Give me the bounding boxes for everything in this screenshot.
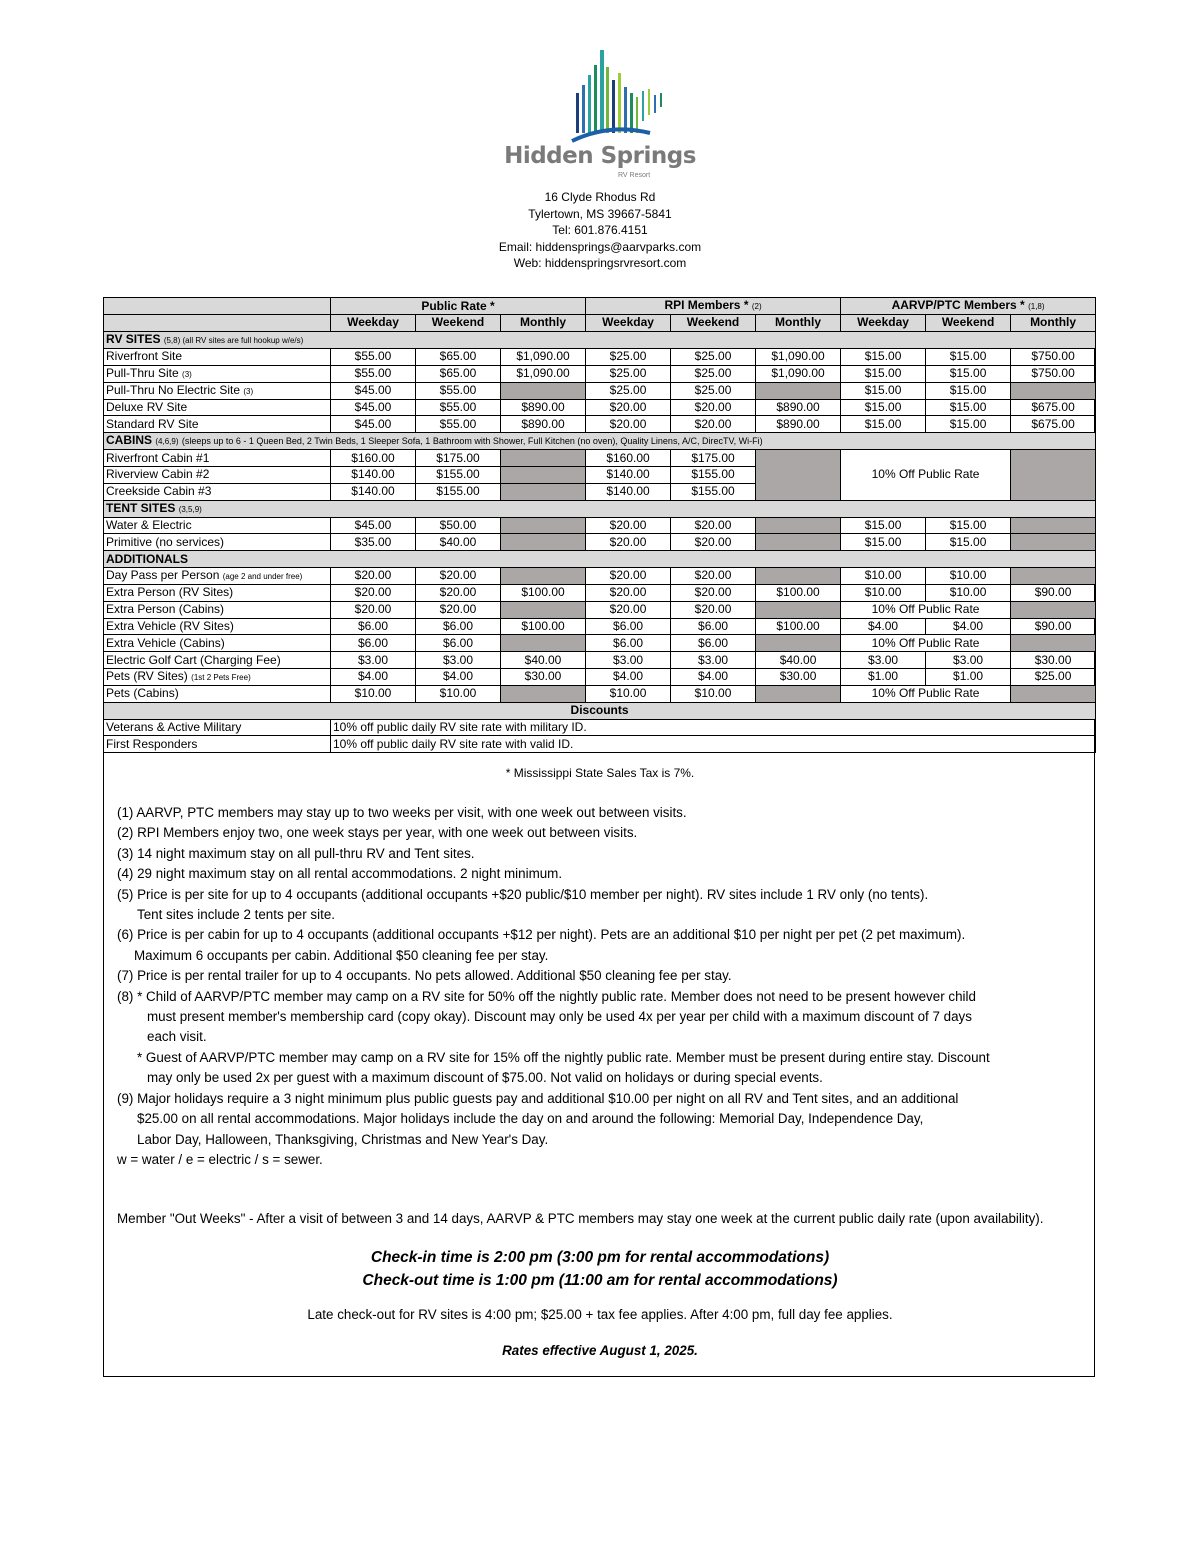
row-label: Primitive (no services) (104, 534, 331, 551)
footnote-line: must present member's membership card (copy okay). Discount may only be used 4x per year per child with a maximum discount of 7 days (147, 1009, 972, 1025)
rate-cell: $890.00 (756, 416, 841, 433)
rate-cell: $10.00 (416, 685, 501, 702)
rate-cell: $20.00 (586, 517, 671, 534)
rate-cell: $1,090.00 (756, 348, 841, 365)
rate-row (104, 601, 1096, 618)
discount-row: Veterans & Active Military 10% off public daily RV site rate with military ID. (104, 719, 1096, 736)
footnote-line: (5) Price is per site for up to 4 occupants (additional occupants +$20 public/$10 member per night). RV sites include 1 RV only (no tents). (117, 886, 929, 902)
address-line-1: 16 Clyde Rhodus Rd (544, 190, 656, 204)
group-public: Public Rate * (331, 298, 586, 315)
rate-cell: $35.00 (331, 534, 416, 551)
rate-cell: $25.00 (671, 365, 756, 382)
footnote-line: (3) 14 night maximum stay on all pull-thru RV and Tent sites. (117, 845, 475, 861)
rate-cell: $45.00 (331, 416, 416, 433)
footnote-line: each visit. (147, 1029, 207, 1045)
row-label: Extra Vehicle (RV Sites) (104, 618, 331, 635)
rate-cell: $100.00 (756, 584, 841, 601)
footnote-line: $25.00 on all rental accommodations. Major holidays include the day on and around the following: Memorial Day, Independence Day, (137, 1111, 924, 1127)
rate-cell: $55.00 (331, 348, 416, 365)
brand-name: Hidden Springs (504, 143, 696, 169)
row-label: Standard RV Site (104, 416, 331, 433)
rate-cell: $20.00 (416, 567, 501, 584)
checkin-checkout (0, 1246, 1200, 1292)
rate-cell (501, 382, 586, 399)
rate-cell: $175.00 (416, 450, 501, 467)
group-header-row (104, 298, 1096, 315)
rate-cell: $30.00 (1011, 652, 1096, 669)
rate-cell: $50.00 (416, 517, 501, 534)
rate-cell: $750.00 (1011, 348, 1096, 365)
rate-cell: $1,090.00 (756, 365, 841, 382)
rate-cell: $6.00 (416, 635, 501, 652)
category-cabins: CABINS (4,6,9) (sleeps up to 6 - 1 Queen Bed, 2 Twin Beds, 1 Sleeper Sofa, 1 Bathroom with Shower, Full Kitchen (no oven), Quality Linens, A/C, DirecTV, Wi-Fi) (104, 433, 1096, 450)
rate-cell: $90.00 (1011, 584, 1096, 601)
rate-row (104, 416, 1096, 433)
rate-cell: $20.00 (416, 601, 501, 618)
rate-cell: $4.00 (671, 668, 756, 685)
rate-cell: $15.00 (841, 365, 926, 382)
rate-cell: $140.00 (586, 483, 671, 500)
rate-cell: $15.00 (926, 534, 1011, 551)
rate-cell: $155.00 (416, 483, 501, 500)
footnote-line: Labor Day, Halloween, Thanksgiving, Christmas and New Year's Day. (137, 1131, 549, 1147)
row-label: Pull-Thru Site (3) (104, 365, 331, 382)
rates-table (103, 297, 1096, 753)
rate-cell: $20.00 (671, 601, 756, 618)
rate-row (104, 652, 1096, 669)
rate-cell: $40.00 (756, 652, 841, 669)
rate-cell: $25.00 (671, 348, 756, 365)
rate-cell: $1,090.00 (501, 348, 586, 365)
rate-cell (756, 382, 841, 399)
footnote-line: (7) Price is per rental trailer for up to 4 occupants. No pets allowed. Additional $50 cleaning fee per stay. (117, 968, 732, 984)
footnotes (117, 803, 1087, 1170)
rate-cell: $15.00 (841, 348, 926, 365)
rate-cell: $4.00 (416, 668, 501, 685)
rate-cell: $100.00 (756, 618, 841, 635)
late-checkout-note: Late check-out for RV sites is 4:00 pm; $25.00 + tax fee applies. After 4:00 pm, full day fee applies. (307, 1307, 893, 1322)
rate-cell: $890.00 (501, 399, 586, 416)
aarvp-rate-cell: 10% Off Public Rate (841, 635, 1011, 652)
rate-cell: $40.00 (501, 652, 586, 669)
rate-cell: $3.00 (416, 652, 501, 669)
rate-row (104, 348, 1096, 365)
rate-cell: $4.00 (841, 618, 926, 635)
row-label: Day Pass per Person (age 2 and under free) (104, 567, 331, 584)
row-label: Riverfront Site (104, 348, 331, 365)
rate-cell: $20.00 (586, 534, 671, 551)
rate-cell: $40.00 (416, 534, 501, 551)
footnote-line: may only be used 2x per guest with a maximum discount of $75.00. Not valid on holidays or during special events. (147, 1070, 823, 1086)
brand-sub: RV Resort (618, 172, 651, 179)
resort-logo (500, 45, 700, 185)
rate-cell: $65.00 (416, 365, 501, 382)
rate-cell: $3.00 (331, 652, 416, 669)
rate-cell: $55.00 (416, 416, 501, 433)
checkout-time: Check-out time is 1:00 pm (11:00 am for rental accommodations) (362, 1272, 838, 1289)
row-label: Electric Golf Cart (Charging Fee) (104, 652, 331, 669)
rate-cell: $65.00 (416, 348, 501, 365)
rate-cell: $15.00 (926, 365, 1011, 382)
out-weeks-note: Member "Out Weeks" - After a visit of between 3 and 14 days, AARVP & PTC members may stay one week at the current public daily rate (upon availability). (117, 1211, 1044, 1226)
rate-cell: $25.00 (1011, 668, 1096, 685)
category-rv-sites: RV SITES (5,8) (all RV sites are full hookup w/e/s) (104, 331, 1096, 348)
group-rpi: RPI Members * (2) (586, 298, 841, 315)
rate-cell (1011, 382, 1096, 399)
rate-row (104, 668, 1096, 685)
rate-cell: $140.00 (331, 483, 416, 500)
rate-cell: $890.00 (756, 399, 841, 416)
rate-cell: $675.00 (1011, 399, 1096, 416)
rate-cell: $10.00 (841, 567, 926, 584)
column-header-row: Weekday Weekend Monthly Weekday Weekend Monthly Weekday Weekend Monthly (104, 315, 1096, 332)
rate-row (104, 685, 1096, 702)
rate-cell: $15.00 (841, 399, 926, 416)
rate-cell: $15.00 (841, 534, 926, 551)
rate-row (104, 382, 1096, 399)
rate-cell: $6.00 (331, 618, 416, 635)
rate-cell: $20.00 (331, 601, 416, 618)
rate-cell: $6.00 (586, 635, 671, 652)
rate-cell: $20.00 (586, 601, 671, 618)
rate-cell: $25.00 (671, 382, 756, 399)
rate-cell: $45.00 (331, 382, 416, 399)
rate-cell: $155.00 (671, 466, 756, 483)
footnote-line: (6) Price is per cabin for up to 4 occupants (additional occupants +$12 per night). Pets are an additional $10 per night per pet (2 pet maximum). (117, 927, 966, 943)
rate-cell: $25.00 (586, 365, 671, 382)
rate-cell: $30.00 (756, 668, 841, 685)
rate-cell: $4.00 (926, 618, 1011, 635)
aarvp-cabin-rate: 10% Off Public Rate (841, 450, 1011, 500)
row-label: Pets (Cabins) (104, 685, 331, 702)
rate-cell: $55.00 (416, 382, 501, 399)
discount-row: First Responders 10% off public daily RV site rate with valid ID. (104, 736, 1096, 753)
rate-cell: $15.00 (926, 399, 1011, 416)
rate-cell: $15.00 (926, 382, 1011, 399)
email: Email: hiddensprings@aarvparks.com (498, 239, 702, 254)
checkin-time: Check-in time is 2:00 pm (3:00 pm for rental accommodations) (370, 1249, 830, 1266)
rate-cell: $20.00 (331, 567, 416, 584)
rate-cell: $175.00 (671, 450, 756, 467)
footnote-line: (9) Major holidays require a 3 night minimum plus public guests pay and additional $10.00 per night on all RV and Tent sites, and an additional (117, 1090, 959, 1106)
rate-cell: $10.00 (671, 685, 756, 702)
rate-cell: $3.00 (586, 652, 671, 669)
rate-row (104, 534, 1096, 551)
aarvp-rate-cell: 10% Off Public Rate (841, 685, 1011, 702)
rate-row (104, 450, 1096, 467)
rate-cell: $20.00 (671, 399, 756, 416)
rate-cell: $6.00 (586, 618, 671, 635)
rate-cell: $4.00 (331, 668, 416, 685)
rate-cell: $155.00 (671, 483, 756, 500)
rate-cell: $155.00 (416, 466, 501, 483)
rates-effective: Rates effective August 1, 2025. (502, 1343, 698, 1358)
rate-cell: $20.00 (671, 416, 756, 433)
discounts-header: Discounts (104, 702, 1096, 719)
rate-cell: $6.00 (671, 635, 756, 652)
footnote-line: (1) AARVP, PTC members may stay up to two weeks per visit, with one week out between visits. (117, 805, 687, 820)
row-label: Deluxe RV Site (104, 399, 331, 416)
rate-cell: $6.00 (331, 635, 416, 652)
rate-cell: $890.00 (501, 416, 586, 433)
row-label: Extra Person (RV Sites) (104, 584, 331, 601)
rate-cell: $15.00 (926, 517, 1011, 534)
rate-cell: $20.00 (671, 584, 756, 601)
rate-cell: $55.00 (331, 365, 416, 382)
rate-cell: $1.00 (926, 668, 1011, 685)
row-label: Riverfront Cabin #1 (104, 450, 331, 467)
rate-cell: $15.00 (841, 517, 926, 534)
rate-cell: $10.00 (586, 685, 671, 702)
rate-cell: $25.00 (586, 348, 671, 365)
rate-cell: $90.00 (1011, 618, 1096, 635)
row-label: Riverview Cabin #2 (104, 466, 331, 483)
rate-cell: $3.00 (926, 652, 1011, 669)
rate-cell: $45.00 (331, 399, 416, 416)
address-line-2: Tylertown, MS 39667-5841 (528, 206, 672, 221)
logo-grass-icon (500, 45, 700, 145)
rate-cell: $15.00 (841, 416, 926, 433)
rate-cell: $6.00 (416, 618, 501, 635)
rate-cell: $20.00 (671, 517, 756, 534)
aarvp-rate-cell: 10% Off Public Rate (841, 601, 1011, 618)
rate-cell: $20.00 (416, 584, 501, 601)
rate-row (104, 584, 1096, 601)
footnote-line: Maximum 6 occupants per cabin. Additional $50 cleaning fee per stay. (134, 947, 549, 963)
footnote-line: Tent sites include 2 tents per site. (137, 907, 335, 923)
rate-cell: $10.00 (926, 567, 1011, 584)
rate-cell: $45.00 (331, 517, 416, 534)
rate-cell: $3.00 (841, 652, 926, 669)
rate-cell: $1,090.00 (501, 365, 586, 382)
rate-cell: $20.00 (671, 534, 756, 551)
category-tent-sites: TENT SITES (3,5,9) (104, 500, 1096, 517)
rate-cell: $30.00 (501, 668, 586, 685)
rate-row (104, 567, 1096, 584)
rate-cell: $20.00 (586, 567, 671, 584)
row-label: Pets (RV Sites) (1st 2 Pets Free) (104, 668, 331, 685)
rate-cell: $750.00 (1011, 365, 1096, 382)
rate-cell: $675.00 (1011, 416, 1096, 433)
rate-cell: $3.00 (671, 652, 756, 669)
footnote-line: w = water / e = electric / s = sewer. (117, 1151, 323, 1167)
row-label: Extra Person (Cabins) (104, 601, 331, 618)
rate-cell: $25.00 (586, 382, 671, 399)
rate-cell: $140.00 (331, 466, 416, 483)
rate-cell: $10.00 (926, 584, 1011, 601)
rate-row (104, 365, 1096, 382)
rate-cell: $20.00 (586, 399, 671, 416)
footnote-line: (2) RPI Members enjoy two, one week stays per year, with one week out between visits. (117, 825, 638, 841)
website: Web: hiddenspringsrvresort.com (513, 256, 687, 271)
rate-cell: $15.00 (841, 382, 926, 399)
footnote-line: (4) 29 night maximum stay on all rental accommodations. 2 night minimum. (117, 866, 563, 882)
rate-cell: $10.00 (841, 584, 926, 601)
rate-cell: $100.00 (501, 584, 586, 601)
rate-cell: $20.00 (586, 584, 671, 601)
rate-cell: $55.00 (416, 399, 501, 416)
row-label: Extra Vehicle (Cabins) (104, 635, 331, 652)
rate-cell: $140.00 (586, 466, 671, 483)
rate-cell: $20.00 (586, 416, 671, 433)
rate-cell: $15.00 (926, 348, 1011, 365)
rate-cell: $10.00 (331, 685, 416, 702)
rate-cell: $6.00 (671, 618, 756, 635)
rate-row (104, 618, 1096, 635)
row-label: Water & Electric (104, 517, 331, 534)
rate-cell: $15.00 (926, 416, 1011, 433)
category-additionals: ADDITIONALS (104, 551, 1096, 568)
footnote-line: * Guest of AARVP/PTC member may camp on a RV site for 15% off the nightly public rate. Member must be present during entire stay. Discount (137, 1049, 990, 1065)
footnote-line: (8) * Child of AARVP/PTC member may camp on a RV site for 50% off the nightly public rate. Member does not need to be present however child (117, 988, 976, 1004)
row-label: Creekside Cabin #3 (104, 483, 331, 500)
rate-row (104, 517, 1096, 534)
rate-row (104, 635, 1096, 652)
row-label: Pull-Thru No Electric Site (3) (104, 382, 331, 399)
rate-cell: $160.00 (331, 450, 416, 467)
rate-cell: $20.00 (671, 567, 756, 584)
rate-cell: $100.00 (501, 618, 586, 635)
rate-cell: $160.00 (586, 450, 671, 467)
rate-cell: $1.00 (841, 668, 926, 685)
phone: Tel: 601.876.4151 (552, 223, 648, 238)
rate-row (104, 399, 1096, 416)
rate-cell: $4.00 (586, 668, 671, 685)
rate-cell: $20.00 (331, 584, 416, 601)
contact-block (0, 189, 1200, 272)
group-aarvp: AARVP/PTC Members * (1,8) (841, 298, 1096, 315)
tax-note: * Mississippi State Sales Tax is 7%. (505, 766, 695, 780)
